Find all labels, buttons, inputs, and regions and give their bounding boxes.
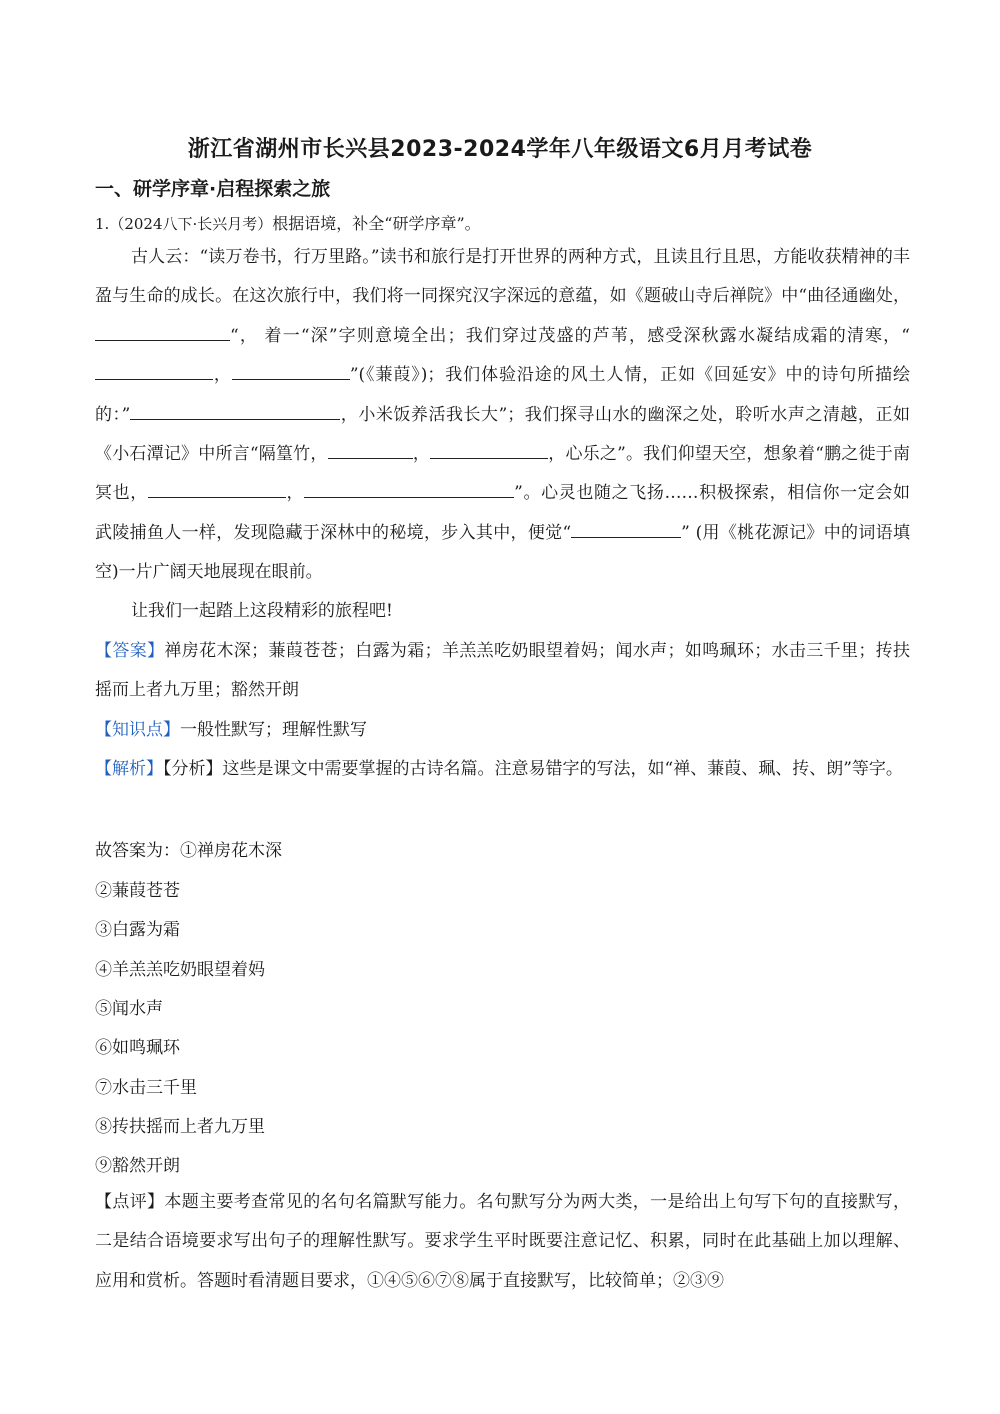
passage-text: ”。心灵也随之飞扬……积极探索，相信你一定会如武陵捕鱼人一样，发现隐藏于深林中的秘境，步入其中，便觉“ [95,483,911,543]
analysis-tag: 【解析】 [95,759,163,779]
question-passage [95,238,910,593]
passage-text: ， [412,444,431,465]
answer-tag: 【答案】 [95,641,165,661]
comment-text: 本题主要考查常见的名句名篇默写能力。名句默写分为两大类，一是给出上句写下句的直接默写，二是结合语境要求写出句子的理解性默写。要求学生平时既要注意记忆、积累，同时在此基础上加以理解、应用和赏析。答题时看清题目要求，①④⑤⑥⑦⑧属于直接默写，比较简单；②③⑨ [95,1192,911,1291]
answer-block [95,632,910,711]
passage-text: ” (用《桃花源记》中的词语填空)一片广阔天地展现在眼前。 [95,522,910,583]
answer-blank[interactable] [95,322,230,341]
solution-item: ⑥如鸣珮环 [95,1038,180,1058]
page-title: 浙江省湖州市长兴县2023-2024学年八年级语文6月月考试卷 [187,137,813,162]
answer-text: 禅房花木深；蒹葭苍苍；白露为霜；羊羔羔吃奶眼望着妈；闻水声；如鸣珮环；水击三千里；抟扶摇而上者九万里；豁然开朗 [95,641,911,701]
question-prompt: 根据语境，补全“研学序章”。 [272,214,481,233]
passage-text: 古人云：“读万卷书，行万里路。”读书和旅行是打开世界的两种方式，且读且行且思，方能收获精神的丰盈与生命的成长。在这次旅行中，我们将一同探究汉字深远的意蕴，如《题破山寺后禅院》中“曲径通幽处， [95,247,910,307]
answer-blank[interactable] [571,519,681,538]
solution-item: ②蒹葭苍苍 [95,881,180,901]
passage-closing: 让我们一起踏上这段精彩的旅程吧! [131,601,393,621]
solution-lead: 故答案为：①禅房花木深 [95,841,282,861]
answer-blank[interactable] [232,361,350,380]
passage-text: ，小米饭养活我长大”；我们探寻山水的幽深之处，聆听水声之清越，正如《小石潭记》中所言“隔篁竹， [95,404,910,465]
answer-blank[interactable] [95,361,213,380]
question-source: （2024八下·长兴月考） [109,215,273,233]
solution-item: ⑦水击三千里 [95,1078,197,1098]
passage-text: “， 着一“深”字则意境全出；我们穿过茂盛的芦苇，感受深秋露水凝结成霜的清寒，“ [230,325,910,346]
knowledge-block [95,711,910,750]
comment-tag: 【点评】 [95,1192,165,1212]
section-heading: 一、研学序章·启程探索之旅 [95,178,331,200]
answer-blank[interactable] [304,480,514,499]
answer-blank[interactable] [430,440,548,459]
solution-item: ⑨豁然开朗 [95,1156,180,1176]
analysis-block [95,750,910,789]
analysis-text: 这些是课文中需要掌握的古诗名篇。注意易错字的写法，如“禅、蒹葭、珮、抟、朗”等字。 [222,759,903,779]
question-number: 1. [95,215,110,233]
passage-text: ，心乐之”。我们仰望天空，想象着“鹏之徙于南冥也， [95,444,910,504]
answer-blank[interactable] [148,480,286,499]
passage-text: ”(《蒹葭》)；我们体验沿途的风土人情，正如《回延安》中的诗句所描绘的：” [95,365,910,425]
solution-item: ④羊羔羔吃奶眼望着妈 [95,960,265,980]
solution-item: ⑤闻水声 [95,999,163,1019]
answer-blank[interactable] [328,440,413,459]
answer-blank[interactable] [130,401,340,420]
solution-item: ③白露为霜 [95,920,180,940]
passage-text: ， [213,365,232,386]
knowledge-text: 一般性默写；理解性默写 [180,720,367,740]
solution-item: ⑧抟扶摇而上者九万里 [95,1117,265,1137]
comment-block [95,1183,910,1301]
analysis-subtag: 【分析】 [163,759,223,779]
question-header [95,211,481,234]
knowledge-tag: 【知识点】 [95,720,180,740]
passage-text: ， [285,483,305,504]
